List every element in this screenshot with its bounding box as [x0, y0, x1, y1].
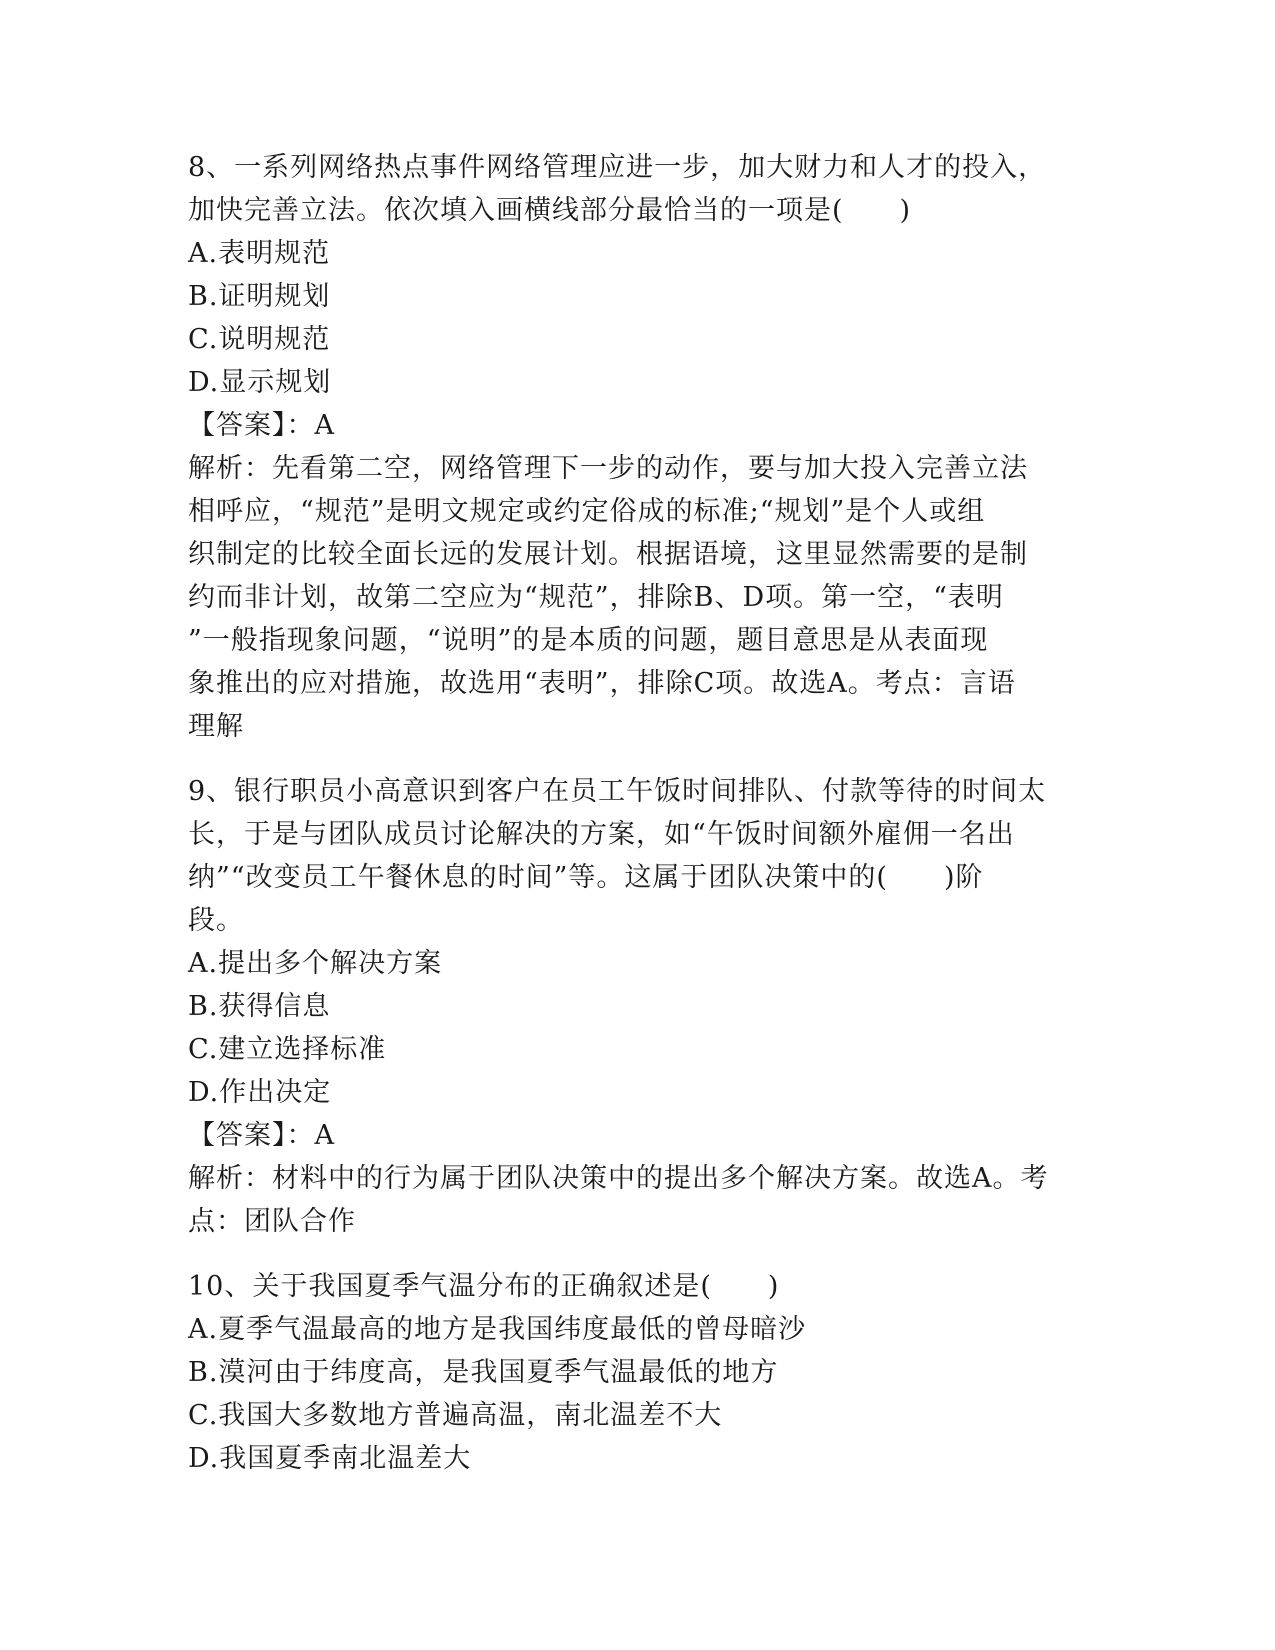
analysis-line: 织制定的比较全面长远的发展计划。根据语境，这里显然需要的是制: [188, 539, 1028, 570]
option-d: D.作出决定: [188, 1077, 332, 1108]
question-stem-line: 9、银行职员小高意识到客户在员工午饭时间排队、付款等待的时间太: [188, 776, 1047, 807]
question-stem-line: 长，于是与团队成员讨论解决的方案，如“午饭时间额外雇佣一名出: [188, 819, 1015, 850]
option-b: B.证明规划: [188, 281, 331, 312]
option-a: A.提出多个解决方案: [188, 948, 443, 979]
question-stem-line: 8、一系列网络热点事件网络管理应进一步，加大财力和人才的投入，: [188, 152, 1047, 183]
option-c: C.说明规范: [188, 324, 331, 355]
option-b: B.漠河由于纬度高，是我国夏季气温最低的地方: [188, 1357, 779, 1388]
option-a: A.夏季气温最高的地方是我国纬度最低的曾母暗沙: [188, 1314, 807, 1345]
analysis-line: 解析：材料中的行为属于团队决策中的提出多个解决方案。故选A。考: [188, 1163, 1049, 1194]
option-c: C.建立选择标准: [188, 1034, 387, 1065]
question-9: [188, 770, 1088, 1243]
analysis-line: 理解: [188, 711, 244, 742]
analysis-line: 解析：先看第二空，网络管理下一步的动作，要与加大投入完善立法: [188, 453, 1028, 484]
answer-line: 【答案】：A: [188, 410, 335, 441]
option-c: C.我国大多数地方普遍高温，南北温差不大: [188, 1400, 723, 1431]
question-stem-line: 纳”“改变员工午餐休息的时间”等。这属于团队决策中的( )阶: [188, 862, 984, 893]
question-stem-line: 10、关于我国夏季气温分布的正确叙述是( ): [188, 1271, 780, 1302]
question-10: [188, 1265, 1088, 1480]
question-list: [188, 146, 1088, 1480]
analysis-line: 点：团队合作: [188, 1206, 356, 1237]
analysis-line: 象推出的应对措施，故选用“表明”，排除C项。故选A。考点：言语: [188, 668, 1016, 699]
analysis-line: 约而非计划，故第二空应为“规范”，排除B、D项。第一空，“表明: [188, 582, 1004, 613]
question-stem-line: 加快完善立法。依次填入画横线部分最恰当的一项是( ): [188, 195, 912, 226]
answer-line: 【答案】：A: [188, 1120, 335, 1151]
analysis-line: 相呼应，“规范”是明文规定或约定俗成的标准;“规划”是个人或组: [188, 496, 986, 527]
option-d: D.我国夏季南北温差大: [188, 1443, 472, 1474]
option-b: B.获得信息: [188, 991, 331, 1022]
question-8: [188, 146, 1088, 748]
option-a: A.表明规范: [188, 238, 331, 269]
question-stem-line: 段。: [188, 905, 244, 936]
analysis-line: ”一般指现象问题，“说明”的是本质的问题，题目意思是从表面现: [188, 625, 989, 656]
option-d: D.显示规划: [188, 367, 332, 398]
